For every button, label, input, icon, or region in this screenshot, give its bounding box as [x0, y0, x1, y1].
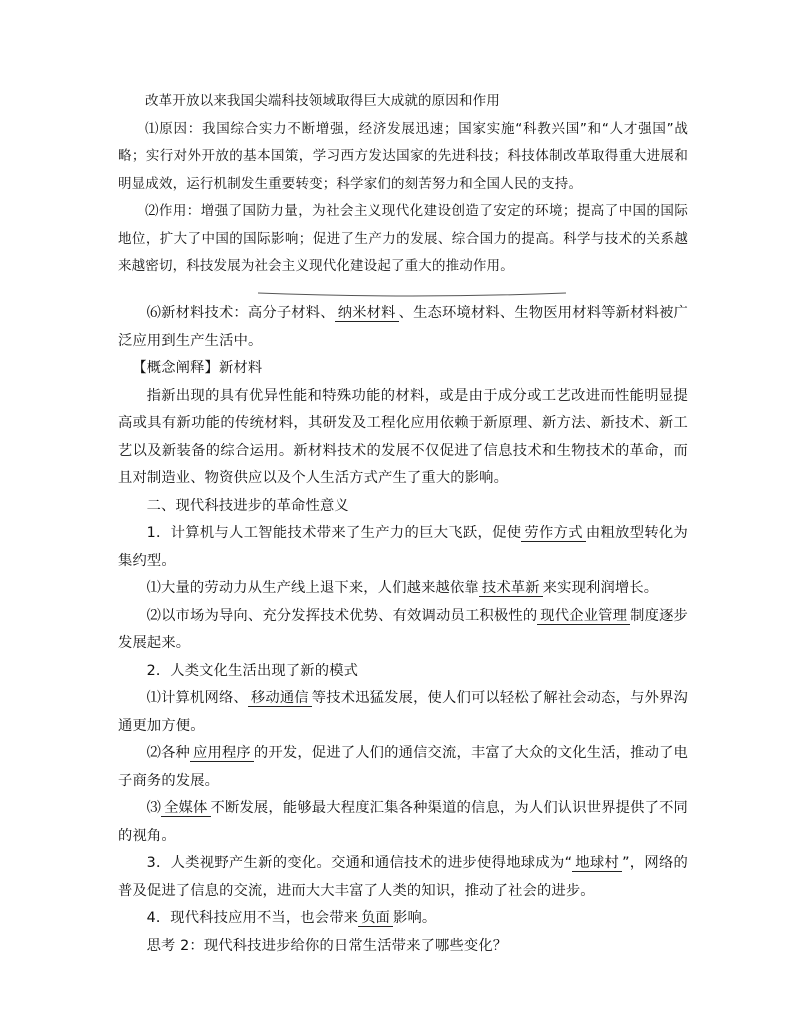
answer-blank[interactable]: 技术革新 — [479, 580, 543, 597]
point-1-b: ⑵以市场为导向、充分发挥技术优势、有效调动员工积极性的 现代企业管理 制度逐步发展起来。 — [118, 607, 688, 651]
point-3: 3．人类视野产生新的变化。交通和通信技术的进步使得地球成为“ 地球村 ”，网络的普及促进了信息的交流，进而大大丰富了人类的知识，推动了社会的进步。 — [118, 855, 689, 899]
point-2-b: ⑵各种 应用程序 的开发，促进了人们的通信交流，丰富了大众的文化生活，推动了电子商务的发展。 — [118, 745, 689, 789]
reason-paragraph: ⑴原因：我国综合实力不断增强，经济发展迅速；国家实施“科教兴国”和“人才强国”战略；实行对外开放的基本国策，学习西方发达国家的先进科技；科技体制改革取得重大进展和明显成效，运行机制发生重要转变；科学家们的刻苦努力和全国人民的支持。 — [118, 120, 688, 192]
concept-heading: 【概念阐释】新材料 — [132, 360, 263, 376]
answer-blank[interactable]: 纳米材料 — [335, 305, 399, 322]
material-section — [118, 300, 688, 960]
point-2: 2．人类文化生活出现了新的模式 — [146, 662, 359, 679]
section-separator — [258, 292, 566, 298]
point-2-c: ⑶ 全媒体 不断发展，能够最大程度汇集各种渠道的信息，为人们认识世界提供了不同的视角。 — [118, 800, 689, 844]
achievement-section — [118, 88, 688, 281]
point-1: 1．计算机与人工智能技术带来了生产力的巨大飞跃，促使 劳作方式 由粗放型转化为集约型。 — [118, 525, 688, 569]
answer-blank[interactable]: 地球村 — [572, 855, 622, 872]
item-new-materials: ⑹新材料技术：高分子材料、 纳米材料 、生态环境材料、生物医用材料等新材料被广泛应用到生产生活中。 — [118, 305, 688, 349]
answer-blank[interactable]: 移动通信 — [248, 690, 312, 707]
answer-blank[interactable]: 应用程序 — [190, 745, 254, 762]
thinking-question: 思考 2：现代科技进步给你的日常生活带来了哪些变化？ — [146, 937, 508, 954]
point-2-a: ⑴计算机网络、 移动通信 等技术迅猛发展，使人们可以轻松了解社会动态，与外界沟通更加方便。 — [118, 690, 688, 734]
point-1-a: ⑴大量的劳动力从生产线上退下来，人们越来越依靠 技术革新 来实现利润增长。 — [146, 580, 659, 596]
effect-paragraph: ⑵作用：增强了国防力量，为社会主义现代化建设创造了安定的环境；提高了中国的国际地位，扩大了中国的国际影响；促进了生产力的发展、综合国力的提高。科学与技术的关系越来越密切，科技发展为社会主义现代化建设起了重大的推动作用。 — [118, 203, 688, 274]
answer-blank[interactable]: 现代企业管理 — [537, 608, 630, 625]
answer-blank[interactable]: 劳作方式 — [521, 525, 585, 542]
answer-blank[interactable]: 全媒体 — [161, 800, 210, 817]
section-title: 改革开放以来我国尖端科技领域取得巨大成就的原因和作用 — [145, 93, 500, 109]
point-4: 4．现代科技应用不当，也会带来 负面 影响。 — [146, 910, 437, 926]
section-heading: 二、现代科技进步的革命性意义 — [146, 497, 349, 514]
answer-blank[interactable]: 负面 — [358, 910, 393, 927]
concept-text: 指新出现的具有优异性能和特殊功能的材料，或是由于成分或工艺改进而性能明显提高或具有新功能的传统材料，其研发及工程化应用依赖于新原理、新方法、新技术、新工艺以及新装备的综合运用。新材料技术的发展不仅促进了信息技术和生物技术的革命，而且对制造业、物资供应以及个人生活方式产生了重大的影响。 — [118, 387, 688, 486]
